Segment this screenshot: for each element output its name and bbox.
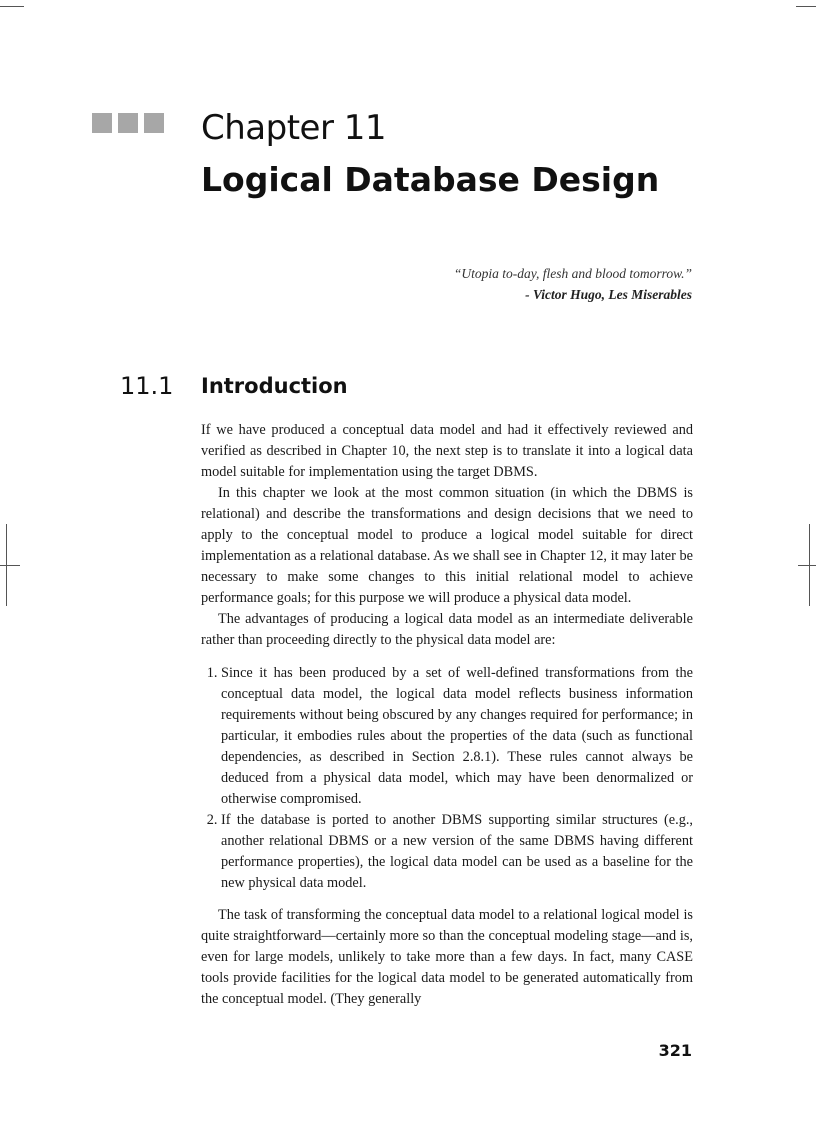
epigraph-attribution: - Victor Hugo, Les Miserables (525, 287, 692, 302)
paragraph: If we have produced a conceptual data model and had it effectively reviewed and verified as described in Chapter 10, the next step is to translate it into a logical data model suitable for implementation using the target DBMS. (201, 422, 693, 480)
epigraph-quote: “Utopia to-day, flesh and blood tomorrow.” (453, 266, 692, 281)
crop-mark-right-horizontal (798, 565, 816, 566)
paragraph: In this chapter we look at the most common situation (in which the DBMS is relational) and describe the transformations and design decisions that we need to apply to the conceptual model to produce a logical model suitable for direct implementation as a relational database. As we shall see in Chapter 12, it may later be necessary to make some changes to this initial relational model to achieve performance goals; for this purpose we will produce a physical data model. (201, 485, 693, 606)
crop-mark-top-left (0, 6, 24, 7)
crop-mark-top-right (796, 6, 816, 7)
crop-mark-left-horizontal (0, 565, 20, 566)
chapter-decoration (92, 113, 164, 133)
chapter-label: Chapter 11 (201, 108, 387, 148)
paragraph: The task of transforming the conceptual data model to a relational logical model is quite straightforward—certainly more so than the conceptual modeling stage—and is, even for large models, unlikely to take more than a few days. In fact, many CASE tools provide facilities for the logical data model to be generated automatically from the conceptual model. (They generally (201, 907, 693, 1007)
decor-square-icon (92, 113, 112, 133)
section-number: 11.1 (120, 372, 174, 400)
chapter-title: Logical Database Design (201, 160, 660, 199)
epigraph (454, 263, 692, 305)
page-number: 321 (658, 1041, 692, 1060)
section-title: Introduction (201, 374, 348, 398)
paragraph: The advantages of producing a logical data model as an intermediate deliverable rather than proceeding directly to the physical data model are: (201, 611, 693, 648)
body-text (201, 420, 693, 1010)
advantages-list (201, 663, 693, 894)
list-item: 2. If the database is ported to another DBMS supporting similar structures (e.g., another relational DBMS or a new version of the same DBMS having different performance properties), the logical data model can be used as a baseline for the new physical data model. (221, 810, 693, 894)
decor-square-icon (118, 113, 138, 133)
decor-square-icon (144, 113, 164, 133)
list-item: 1. Since it has been produced by a set of well-defined transformations from the conceptual data model, the logical data model reflects business information requirements without being obscured by any changes required for performance; in particular, it embodies rules about the properties of the data (such as functional dependencies, as described in Section 2.8.1). These rules cannot always be deduced from a physical data model, which may have been denormalized or otherwise compromised. (221, 663, 693, 810)
